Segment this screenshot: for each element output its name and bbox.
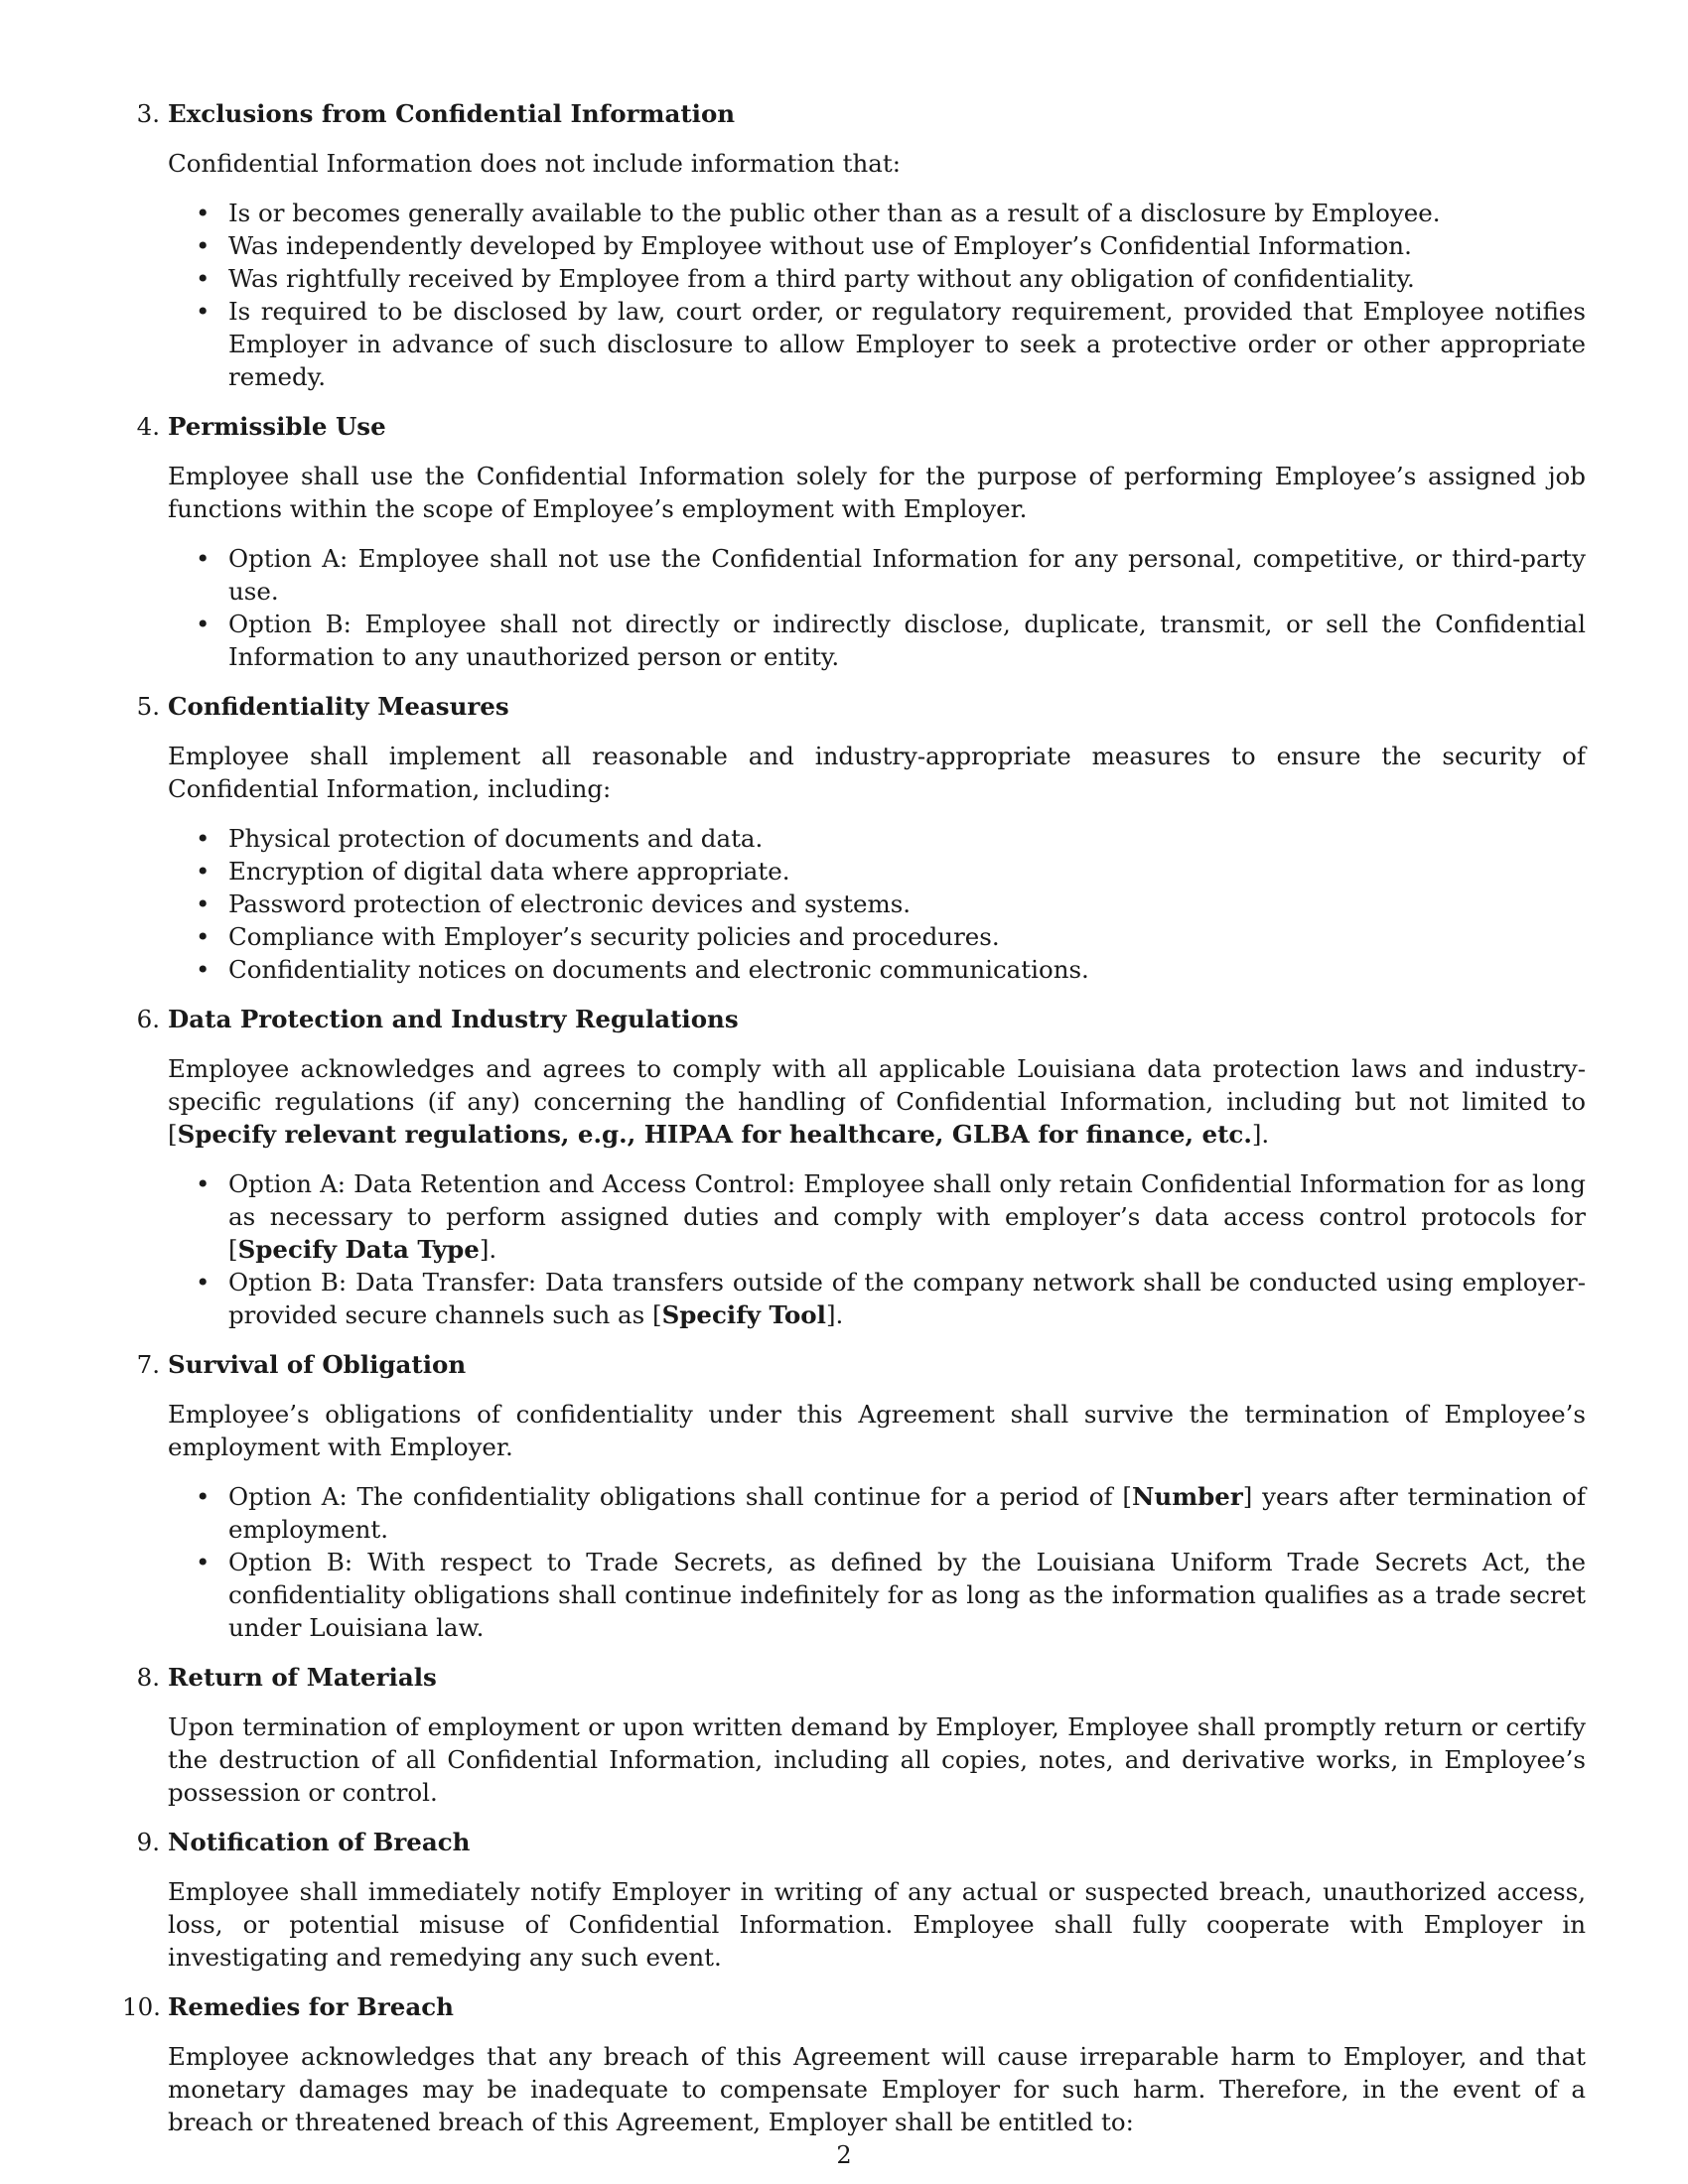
section-return-of-materials bbox=[136, 1661, 1586, 1809]
document-page bbox=[122, 97, 1586, 2138]
section-number: 7. bbox=[136, 1350, 160, 1379]
section-number: 8. bbox=[136, 1663, 160, 1692]
bullet-icon: • bbox=[196, 1548, 211, 1576]
list-item: • Is required to be disclosed by law, court order, or regulatory requirement, provided that Employee notifies Employer in advance of such disclosure to allow Employer to seek a protective order or other appropriate remedy. bbox=[196, 297, 1586, 391]
list-item: • Option A: Data Retention and Access Control: Employee shall only retain Confidential Information for as long as necessary to perform assigned duties and comply with employer’s data access control protocols for [Specify Data Type]. bbox=[196, 1169, 1586, 1264]
bullet-icon: • bbox=[196, 824, 211, 853]
list-item: • Option B: With respect to Trade Secrets, as defined by the Louisiana Uniform Trade Secrets Act, the confidentiality obligations shall continue indefinitely for as long as the information qualifies as a trade secret under Louisiana law. bbox=[196, 1548, 1586, 1642]
section-data-protection bbox=[136, 1003, 1586, 1331]
section-remedies-for-breach bbox=[122, 1990, 1586, 2138]
section-intro: Employee acknowledges that any breach of this Agreement will cause irreparable harm to Employer, and that monetary damages may be inadequate to compensate Employer for such harm. Therefore, in the event of a breach or threatened breach of this Agreement, Employer shall be entitled to: bbox=[168, 2042, 1586, 2136]
list-item: • Compliance with Employer’s security policies and procedures. bbox=[196, 922, 1000, 951]
section-title: Return of Materials bbox=[168, 1663, 437, 1692]
bullet-list bbox=[168, 1167, 1586, 1331]
bullet-list bbox=[168, 197, 1586, 393]
placeholder-number: Number bbox=[1131, 1482, 1243, 1511]
section-title: Survival of Obligation bbox=[168, 1350, 467, 1379]
bullet-list bbox=[168, 1480, 1586, 1644]
section-title: Notification of Breach bbox=[168, 1828, 471, 1856]
bullet-list bbox=[168, 822, 1586, 986]
bullet-icon: • bbox=[196, 231, 211, 260]
bullet-icon: • bbox=[196, 955, 211, 984]
section-permissible-use bbox=[136, 410, 1586, 673]
list-item: • Option A: The confidentiality obligations shall continue for a period of [Number] years after termination of employment. bbox=[196, 1482, 1586, 1544]
section-title: Permissible Use bbox=[168, 412, 386, 441]
section-intro: Employee shall immediately notify Employer in writing of any actual or suspected breach, unauthorized access, loss, or potential misuse of Confidential Information. Employee shall fully cooperate with Employer in investigating and remedying any such event. bbox=[168, 1877, 1586, 1972]
section-intro: Upon termination of employment or upon written demand by Employer, Employee shall promptly return or certify the destruction of all Confidential Information, including all copies, notes, and derivative works, in Employee’s possession or control. bbox=[168, 1712, 1586, 1807]
section-exclusions bbox=[136, 97, 1586, 393]
section-survival bbox=[136, 1348, 1586, 1644]
placeholder-regulations: Specify relevant regulations, e.g., HIPAA for healthcare, GLBA for finance, etc. bbox=[177, 1120, 1252, 1149]
list-item: • Option B: Data Transfer: Data transfers outside of the company network shall be conducted using employer-provided secure channels such as [Specify Tool]. bbox=[196, 1268, 1586, 1329]
bullet-icon: • bbox=[196, 857, 211, 886]
page-number: 2 bbox=[836, 2141, 852, 2169]
placeholder-data-type: Specify Data Type bbox=[237, 1235, 480, 1264]
section-number: 10. bbox=[122, 1992, 161, 2021]
section-title: Confidentiality Measures bbox=[168, 692, 509, 721]
section-intro: Employee shall implement all reasonable and industry-appropriate measures to ensure the security of Confidential Information, including: bbox=[168, 742, 1586, 803]
list-item: • Option B: Employee shall not directly or indirectly disclose, duplicate, transmit, or sell the Confidential Information to any unauthorized person or entity. bbox=[196, 610, 1586, 671]
bullet-icon: • bbox=[196, 889, 211, 918]
bullet-icon: • bbox=[196, 199, 211, 227]
section-number: 9. bbox=[136, 1828, 160, 1856]
bullet-icon: • bbox=[196, 1169, 211, 1198]
bullet-icon: • bbox=[196, 297, 211, 326]
section-number: 6. bbox=[136, 1005, 160, 1033]
list-item: • Encryption of digital data where appropriate. bbox=[196, 857, 790, 886]
list-item: • Option A: Employee shall not use the Confidential Information for any personal, competitive, or third-party use. bbox=[196, 544, 1586, 606]
section-intro: Confidential Information does not include information that: bbox=[168, 149, 902, 178]
bullet-icon: • bbox=[196, 922, 211, 951]
section-title: Data Protection and Industry Regulations bbox=[168, 1005, 739, 1033]
list-item: • Is or becomes generally available to the public other than as a result of a disclosure by Employee. bbox=[196, 199, 1441, 227]
bullet-icon: • bbox=[196, 264, 211, 293]
section-number: 5. bbox=[136, 692, 160, 721]
bullet-icon: • bbox=[196, 1482, 211, 1511]
list-item: • Confidentiality notices on documents and electronic communications. bbox=[196, 955, 1089, 984]
bullet-list bbox=[168, 542, 1586, 673]
section-title: Exclusions from Confidential Information bbox=[168, 99, 736, 128]
section-title: Remedies for Breach bbox=[168, 1992, 454, 2021]
placeholder-tool: Specify Tool bbox=[661, 1300, 826, 1329]
section-notification-of-breach bbox=[136, 1826, 1586, 1974]
bullet-icon: • bbox=[196, 1268, 211, 1297]
list-item: • Password protection of electronic devices and systems. bbox=[196, 889, 912, 918]
list-item: • Physical protection of documents and data. bbox=[196, 824, 764, 853]
bullet-icon: • bbox=[196, 544, 211, 573]
section-number: 4. bbox=[136, 412, 160, 441]
section-confidentiality-measures bbox=[136, 690, 1586, 986]
section-number: 3. bbox=[136, 99, 160, 128]
section-intro: Employee’s obligations of confidentiality under this Agreement shall survive the termination of Employee’s employment with Employer. bbox=[168, 1400, 1586, 1461]
bullet-icon: • bbox=[196, 610, 211, 638]
section-intro: Employee shall use the Confidential Information solely for the purpose of performing Employee’s assigned job functions within the scope of Employee’s employment with Employer. bbox=[168, 462, 1586, 523]
list-item: • Was independently developed by Employee without use of Employer’s Confidential Information. bbox=[196, 231, 1412, 260]
section-intro: Employee acknowledges and agrees to comply with all applicable Louisiana data protection laws and industry-specific regulations (if any) concerning the handling of Confidential Information, including but not limited to [Specify relevant regulations, e.g., HIPAA for healthcare, GLBA for finance, etc.]. bbox=[168, 1054, 1586, 1149]
list-item: • Was rightfully received by Employee from a third party without any obligation of confidentiality. bbox=[196, 264, 1415, 293]
